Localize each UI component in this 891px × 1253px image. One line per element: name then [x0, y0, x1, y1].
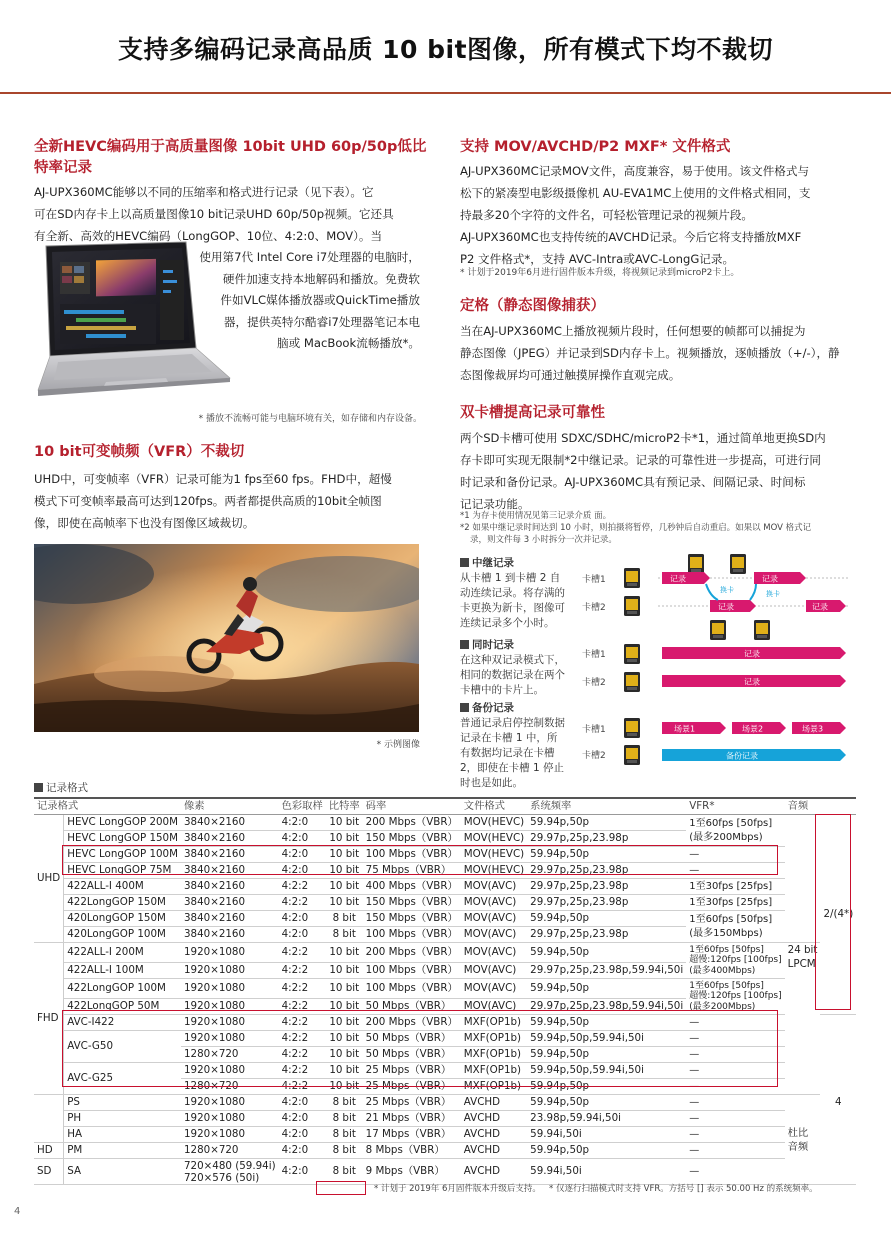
- svg-text:记录: 记录: [744, 649, 760, 659]
- format-name-cell: AVC-G25: [64, 1063, 181, 1095]
- svg-text:记录: 记录: [762, 574, 778, 584]
- sd-card-icon: [710, 620, 726, 640]
- section-heading-vfr: 10 bit可变帧频（VFR）不裁切: [34, 444, 245, 460]
- bitrate-cell: 50 Mbps（VBR）: [363, 999, 461, 1015]
- pixels-cell: 3840×2160: [181, 847, 279, 863]
- svg-text:场景1: 场景1: [674, 724, 696, 734]
- sd-card-icon: [624, 718, 640, 738]
- sampling-cell: 4:2:0: [279, 815, 326, 831]
- bitdepth-cell: 10 bit: [326, 979, 363, 999]
- sampling-cell: 4:2:0: [279, 911, 326, 927]
- pixels-cell: 1280×720: [181, 1079, 279, 1095]
- format-group-cell: SD: [34, 1159, 64, 1185]
- pixels-cell: 3840×2160: [181, 879, 279, 895]
- table-row: [34, 879, 856, 895]
- bitrate-cell: 400 Mbps（VBR）: [363, 879, 461, 895]
- pixels-cell: 1920×1080: [181, 1127, 279, 1143]
- frequency-cell: 29.97p,25p,23.98p: [527, 895, 686, 911]
- vfr-cell: —: [686, 1015, 784, 1031]
- frequency-cell: 59.94p,50p: [527, 1015, 686, 1031]
- fileformat-cell: MOV(HEVC): [461, 815, 527, 831]
- dualslot-footnotes: *1 为存卡使用情况见第三记录介质 面。 *2 如果中继记录时间达到 10 小时，则拍摄将暂停，几秒钟后自动重启。如果以 MOV 格式记 录，则文件每 3 小时拆分一次并记录。: [460, 511, 812, 545]
- sampling-cell: 4:2:2: [279, 963, 326, 979]
- sd-card-icon: [624, 568, 640, 588]
- frequency-cell: 59.94p,50p: [527, 1143, 686, 1159]
- bullet-square: [460, 640, 469, 649]
- fileformat-cell: MOV(AVC): [461, 879, 527, 895]
- bitrate-cell: 25 Mbps（VBR）: [363, 1063, 461, 1079]
- sd-card-icon: [754, 620, 770, 640]
- bitdepth-cell: 10 bit: [326, 943, 363, 963]
- bullet-square: [34, 783, 43, 792]
- table-row: [34, 1143, 856, 1159]
- title-divider: [0, 92, 891, 94]
- bitdepth-cell: 10 bit: [326, 863, 363, 879]
- sd-card-icon: [624, 596, 640, 616]
- pixels-cell: 1920×1080: [181, 999, 279, 1015]
- sampling-cell: 4:2:2: [279, 1015, 326, 1031]
- fileformat-cell: MOV(HEVC): [461, 831, 527, 847]
- format-name-cell: HEVC LongGOP 200M: [64, 815, 181, 831]
- fileformat-cell: MXF(OP1b): [461, 1079, 527, 1095]
- dual-slot-diagram: [578, 552, 853, 777]
- sampling-cell: 4:2:0: [279, 847, 326, 863]
- sd-card-icon: [624, 745, 640, 765]
- svg-text:卡槽2: 卡槽2: [582, 751, 606, 761]
- vfr-cell: —: [686, 1079, 784, 1095]
- format-name-cell: 422LongGOP 50M: [64, 999, 181, 1015]
- hevc-footnote: * 播放不流畅可能与电脑环境有关，如存储和内存设备。: [198, 414, 422, 424]
- format-name-cell: AVC-G50: [64, 1031, 181, 1063]
- slot2-label: 卡槽2: [582, 603, 606, 613]
- audio-channel-cell: 4: [820, 1015, 856, 1185]
- bitrate-cell: 50 Mbps（VBR）: [363, 1031, 461, 1047]
- bitdepth-cell: 8 bit: [326, 1159, 363, 1185]
- svg-text:记录: 记录: [670, 574, 686, 584]
- section-heading-formats: 支持 MOV/AVCHD/P2 MXF* 文件格式: [460, 139, 731, 155]
- frequency-cell: 29.97p,25p,23.98p: [527, 863, 686, 879]
- sampling-cell: 4:2:2: [279, 1063, 326, 1079]
- table-row: [34, 1111, 856, 1127]
- bitdepth-cell: 10 bit: [326, 895, 363, 911]
- sampling-cell: 4:2:2: [279, 1031, 326, 1047]
- pixels-cell: 3840×2160: [181, 895, 279, 911]
- frequency-cell: 29.97p,25p,23.98p,59.94i,50i: [527, 963, 686, 979]
- frequency-cell: 59.94p,50p: [527, 1047, 686, 1063]
- bitrate-cell: 100 Mbps（VBR）: [363, 927, 461, 943]
- bitdepth-cell: 8 bit: [326, 911, 363, 927]
- section-heading-hevc: 全新HEVC编码用于高质量图像 10bit UHD 60p/50p低比 特率记录: [34, 139, 427, 176]
- photo-caption: * 示例图像: [376, 740, 420, 750]
- table-row: [34, 943, 856, 963]
- sampling-cell: 4:2:0: [279, 1143, 326, 1159]
- slot1-label: 卡槽1: [582, 575, 606, 585]
- format-group-cell: FHD: [34, 943, 64, 1095]
- fileformat-cell: MXF(OP1b): [461, 1015, 527, 1031]
- vfr-cell: —: [686, 1063, 784, 1079]
- fileformat-cell: MXF(OP1b): [461, 1047, 527, 1063]
- fileformat-cell: MOV(AVC): [461, 979, 527, 999]
- svg-text:换卡: 换卡: [766, 590, 780, 598]
- fileformat-cell: MOV(AVC): [461, 943, 527, 963]
- bitrate-cell: 100 Mbps（VBR）: [363, 963, 461, 979]
- pixels-cell: 3840×2160: [181, 815, 279, 831]
- frequency-cell: 29.97p,25p,23.98p: [527, 879, 686, 895]
- vfr-cell: 1至60fps [50fps] 超慢:120fps [100fps] (最多400Mbps): [686, 943, 784, 979]
- section-heading-dualslot: 双卡槽提高记录可靠性: [460, 405, 605, 421]
- sampling-cell: 4:2:2: [279, 1079, 326, 1095]
- legend-box: [316, 1181, 366, 1195]
- pixels-cell: 1920×1080: [181, 1063, 279, 1079]
- sampling-cell: 4:2:2: [279, 879, 326, 895]
- bitrate-cell: 21 Mbps（VBR）: [363, 1111, 461, 1127]
- sampling-cell: 4:2:2: [279, 979, 326, 999]
- bitrate-cell: 8 Mbps（VBR）: [363, 1143, 461, 1159]
- backup-description: 备份记录 普通记录启停控制数据 记录在卡槽 1 中，所 有数据均记录在卡槽 2，即使在卡槽 1 停止 时也是如此。: [460, 702, 565, 789]
- format-name-cell: HEVC LongGOP 100M: [64, 847, 181, 863]
- pixels-cell: 3840×2160: [181, 831, 279, 847]
- svg-text:场景3: 场景3: [802, 724, 824, 734]
- vfr-cell: —: [686, 1031, 784, 1047]
- frequency-cell: 29.97p,25p,23.98p: [527, 927, 686, 943]
- sampling-cell: 4:2:2: [279, 895, 326, 911]
- table-row: [34, 1159, 856, 1185]
- pixels-cell: 1920×1080: [181, 963, 279, 979]
- table-row: [34, 1127, 856, 1143]
- pixels-cell: 1920×1080: [181, 1015, 279, 1031]
- pixels-cell: 3840×2160: [181, 911, 279, 927]
- bitdepth-cell: 10 bit: [326, 1079, 363, 1095]
- frequency-cell: 59.94p,50p: [527, 815, 686, 831]
- frequency-cell: 59.94p,50p: [527, 847, 686, 863]
- format-name-cell: 422LongGOP 100M: [64, 979, 181, 999]
- vfr-cell: —: [686, 1095, 784, 1111]
- sd-card-icon: [730, 554, 746, 574]
- fileformat-cell: AVCHD: [461, 1127, 527, 1143]
- bitrate-cell: 50 Mbps（VBR）: [363, 1047, 461, 1063]
- frequency-cell: 59.94p,50p,59.94i,50i: [527, 1063, 686, 1079]
- bitdepth-cell: 8 bit: [326, 1143, 363, 1159]
- svg-text:卡槽1: 卡槽1: [582, 725, 606, 735]
- format-name-cell: 420LongGOP 150M: [64, 911, 181, 927]
- bitdepth-cell: 10 bit: [326, 815, 363, 831]
- bitdepth-cell: 10 bit: [326, 1031, 363, 1047]
- format-name-cell: HA: [64, 1127, 181, 1143]
- audio-lpcm-cell: 24 bit LPCM: [785, 943, 821, 1095]
- vfr-cell: 1至30fps [25fps]: [686, 879, 784, 895]
- format-name-cell: HEVC LongGOP 150M: [64, 831, 181, 847]
- section-body-freeze: 当在AJ-UPX360MC上播放视频片段时，任何想要的帧都可以捕捉为 静态图像（JPEG）并记录到SD内存卡上。视频播放，逐帧播放（+/-），静 态图像裁屏均可通过触摸屏操作直观完成。: [460, 324, 840, 382]
- sampling-cell: 4:2:0: [279, 1095, 326, 1111]
- bitrate-cell: 25 Mbps（VBR）: [363, 1079, 461, 1095]
- svg-text:备份记录: 备份记录: [726, 751, 758, 761]
- format-name-cell: PM: [64, 1143, 181, 1159]
- pixels-cell: 1280×720: [181, 1047, 279, 1063]
- bitdepth-cell: 8 bit: [326, 1127, 363, 1143]
- section-body-vfr: UHD中，可变帧率（VFR）记录可能为1 fps至60 fps。FHD中，超慢 模式下可变帧率最高可达到120fps。两者都提供高质的10bit全帧图 像，即使在高帧率下也没有图像区域裁切。: [34, 472, 392, 530]
- format-name-cell: 420LongGOP 100M: [64, 927, 181, 943]
- svg-text:场景2: 场景2: [742, 724, 764, 734]
- motocross-photo: [34, 544, 419, 732]
- fileformat-cell: AVCHD: [461, 1143, 527, 1159]
- frequency-cell: 59.94p,50p: [527, 1095, 686, 1111]
- vfr-cell: 1至60fps [50fps] (最多150Mbps): [686, 911, 784, 943]
- bitrate-cell: 150 Mbps（VBR）: [363, 831, 461, 847]
- page-title: 支持多编码记录高品质 10 bit图像，所有模式下均不裁切: [117, 35, 774, 64]
- svg-text:记录: 记录: [744, 677, 760, 687]
- frequency-cell: 29.97p,25p,23.98p,59.94i,50i: [527, 999, 686, 1015]
- vfr-cell: —: [686, 847, 784, 863]
- section-body-formats: AJ-UPX360MC记录MOV文件，高度兼容，易于使用。该文件格式与 松下的紧凑型电影级摄像机 AU-EVA1MC上使用的文件格式相同，支 持最多20个字符的文件名，可轻松管理记录的视频片段。 AJ-UPX360MC也支持传统的AVCHD记录。今后它将支持播放MXF P2 文件格式*，支持 AVC-Intra或AVC-LongG记录。: [460, 164, 811, 266]
- firmware-highlight-box: [62, 1010, 778, 1087]
- bitdepth-cell: 10 bit: [326, 1015, 363, 1031]
- bitrate-cell: 200 Mbps（VBR）: [363, 943, 461, 963]
- audio-dolby-cell: 杜比 音频: [785, 1095, 821, 1185]
- table-header-row: 记录格式 像素 色彩取样 比特率 码率 文件格式 系统频率 VFR* 音频: [34, 798, 856, 815]
- format-name-cell: 422ALL-I 200M: [64, 943, 181, 963]
- svg-text:记录: 记录: [812, 602, 828, 612]
- formats-footnote: * 计划于2019年6月进行固件版本升级，将视频记录到microP2卡上。: [460, 268, 740, 278]
- sampling-cell: 4:2:2: [279, 1047, 326, 1063]
- sampling-cell: 4:2:0: [279, 927, 326, 943]
- bitdepth-cell: 8 bit: [326, 1095, 363, 1111]
- pixels-cell: 3840×2160: [181, 863, 279, 879]
- pixels-cell: 1920×1080: [181, 979, 279, 999]
- format-group-cell: HD: [34, 1143, 64, 1159]
- table-footnote: * 计划于 2019年 6月固件版本升级后支持。 * 仅逐行扫描模式时支持 VFR。方括号 [] 表示 50.00 Hz 的系统频率。: [374, 1184, 818, 1194]
- format-name-cell: HEVC LongGOP 75M: [64, 863, 181, 879]
- bitrate-cell: 17 Mbps（VBR）: [363, 1127, 461, 1143]
- table-row: [34, 895, 856, 911]
- format-group-cell: UHD: [34, 815, 64, 943]
- bitdepth-cell: 10 bit: [326, 999, 363, 1015]
- bitrate-cell: 200 Mbps（VBR）: [363, 815, 461, 831]
- vfr-cell: —: [686, 1159, 784, 1185]
- simul-description: 同时记录 在这种双记录模式下， 相同的数据记录在两个 卡槽中的卡片上。: [460, 639, 565, 696]
- firmware-highlight-box: [815, 814, 851, 1010]
- frequency-cell: 59.94i,50i: [527, 1127, 686, 1143]
- fileformat-cell: AVCHD: [461, 1159, 527, 1185]
- format-name-cell: SA: [64, 1159, 181, 1185]
- section-body-dualslot: 两个SD卡槽可使用 SDXC/SDHC/microP2卡*1，通过简单地更换SD内 存卡即可实现无限制*2中继记录。记录的可靠性进一步提高，可进行同 时记录和备份记录。AJ-UPX360MC具有预记录、间隔记录、时间标 记记录功能。: [460, 431, 826, 511]
- bitdepth-cell: 8 bit: [326, 1111, 363, 1127]
- laptop-illustration: [36, 240, 232, 406]
- sampling-cell: 4:2:0: [279, 1111, 326, 1127]
- format-name-cell: PH: [64, 1111, 181, 1127]
- sampling-cell: 4:2:0: [279, 1127, 326, 1143]
- bitrate-cell: 100 Mbps（VBR）: [363, 979, 461, 999]
- fileformat-cell: MOV(AVC): [461, 911, 527, 927]
- pixels-cell: 720×480 (59.94i) 720×576 (50i): [181, 1159, 279, 1185]
- vfr-cell: —: [686, 1143, 784, 1159]
- frequency-cell: 23.98p,59.94i,50i: [527, 1111, 686, 1127]
- format-name-cell: 422ALL-I 100M: [64, 963, 181, 979]
- pixels-cell: 3840×2160: [181, 927, 279, 943]
- frequency-cell: 59.94p,50p: [527, 911, 686, 927]
- svg-text:记录: 记录: [718, 602, 734, 612]
- bitdepth-cell: 10 bit: [326, 879, 363, 895]
- table-caption: 记录格式: [34, 780, 88, 795]
- vfr-cell: —: [686, 1111, 784, 1127]
- bitdepth-cell: 10 bit: [326, 847, 363, 863]
- section-body-hevc: AJ-UPX360MC能够以不同的压缩率和格式进行记录（见下表）。它 可在SD内存卡上以高质量图像10 bit记录UHD 60p/50p视频。它还具 有全新、高效的HEVC编码（LongGOP、10位、4:2:0、MOV）。当: [34, 185, 394, 243]
- section-body-hevc-cont: 使用第7代 Intel Core i7处理器的电脑时， 硬件加速支持本地解码和播放。免费软 件如VLC媒体播放器或QuickTime播放 器，提供英特尔酷睿i7处理器笔记本电 脑或 MacBook流畅播放*。: [199, 250, 420, 350]
- pixels-cell: 1920×1080: [181, 943, 279, 963]
- vfr-cell: —: [686, 863, 784, 879]
- frequency-cell: 29.97p,25p,23.98p: [527, 831, 686, 847]
- section-heading-freeze: 定格（静态图像捕获）: [460, 298, 605, 314]
- sd-card-icon: [624, 644, 640, 664]
- vfr-cell: 1至60fps [50fps] 超慢:120fps [100fps] (最多200Mbps): [686, 979, 784, 1015]
- firmware-highlight-box: [62, 845, 778, 875]
- fileformat-cell: AVCHD: [461, 1111, 527, 1127]
- fileformat-cell: MOV(HEVC): [461, 863, 527, 879]
- vfr-cell: 1至30fps [25fps]: [686, 895, 784, 911]
- bitrate-cell: 9 Mbps（VBR）: [363, 1159, 461, 1185]
- bullet-square: [460, 558, 469, 567]
- pixels-cell: 1920×1080: [181, 1095, 279, 1111]
- sd-card-icon: [624, 672, 640, 692]
- sampling-cell: 4:2:2: [279, 943, 326, 963]
- sampling-cell: 4:2:2: [279, 999, 326, 1015]
- sampling-cell: 4:2:0: [279, 863, 326, 879]
- bitrate-cell: 150 Mbps（VBR）: [363, 895, 461, 911]
- bitdepth-cell: 10 bit: [326, 1063, 363, 1079]
- fileformat-cell: AVCHD: [461, 1095, 527, 1111]
- audio-channel-cell: 2/(4*): [820, 815, 856, 1015]
- format-group-cell: [34, 1095, 64, 1143]
- svg-text:卡槽1: 卡槽1: [582, 650, 606, 660]
- bitrate-cell: 100 Mbps（VBR）: [363, 847, 461, 863]
- bitdepth-cell: 10 bit: [326, 963, 363, 979]
- frequency-cell: 59.94p,50p: [527, 1079, 686, 1095]
- sd-card-icon: [688, 554, 704, 574]
- table-row: [34, 1095, 856, 1111]
- fileformat-cell: MOV(AVC): [461, 895, 527, 911]
- format-name-cell: 422ALL-I 400M: [64, 879, 181, 895]
- pixels-cell: 1920×1080: [181, 1111, 279, 1127]
- frequency-cell: 59.94p,50p,59.94i,50i: [527, 1031, 686, 1047]
- fileformat-cell: MXF(OP1b): [461, 1063, 527, 1079]
- format-name-cell: AVC-I422: [64, 1015, 181, 1031]
- page-number: 4: [14, 1206, 21, 1217]
- bitrate-cell: 75 Mbps（VBR）: [363, 863, 461, 879]
- format-name-cell: PS: [64, 1095, 181, 1111]
- fileformat-cell: MOV(AVC): [461, 927, 527, 943]
- bitdepth-cell: 10 bit: [326, 1047, 363, 1063]
- bullet-square: [460, 703, 469, 712]
- sampling-cell: 4:2:0: [279, 1159, 326, 1185]
- pixels-cell: 1280×720: [181, 1143, 279, 1159]
- table-row: [34, 815, 856, 831]
- fileformat-cell: MOV(AVC): [461, 999, 527, 1015]
- bitrate-cell: 25 Mbps（VBR）: [363, 1095, 461, 1111]
- sampling-cell: 4:2:0: [279, 831, 326, 847]
- bitrate-cell: 200 Mbps（VBR）: [363, 1015, 461, 1031]
- vfr-cell: —: [686, 1127, 784, 1143]
- relay-description: 中继记录 从卡槽 1 到卡槽 2 自 动连续记录。将存满的 卡更换为新卡，图像可 连续记录多个小时。: [460, 557, 565, 629]
- format-name-cell: 422LongGOP 150M: [64, 895, 181, 911]
- bitrate-cell: 150 Mbps（VBR）: [363, 911, 461, 927]
- frequency-cell: 59.94p,50p: [527, 979, 686, 999]
- vfr-cell: 1至60fps [50fps] (最多200Mbps): [686, 815, 784, 847]
- bitdepth-cell: 10 bit: [326, 831, 363, 847]
- fileformat-cell: MXF(OP1b): [461, 1031, 527, 1047]
- vfr-cell: —: [686, 1047, 784, 1063]
- table-row: [34, 911, 856, 927]
- pixels-cell: 1920×1080: [181, 1031, 279, 1047]
- bitdepth-cell: 8 bit: [326, 927, 363, 943]
- table-row: [34, 979, 856, 999]
- fileformat-cell: MOV(HEVC): [461, 847, 527, 863]
- fileformat-cell: MOV(AVC): [461, 963, 527, 979]
- swap-label: 换卡: [720, 586, 734, 594]
- frequency-cell: 59.94p,50p: [527, 943, 686, 963]
- frequency-cell: 59.94i,50i: [527, 1159, 686, 1185]
- svg-text:卡槽2: 卡槽2: [582, 678, 606, 688]
